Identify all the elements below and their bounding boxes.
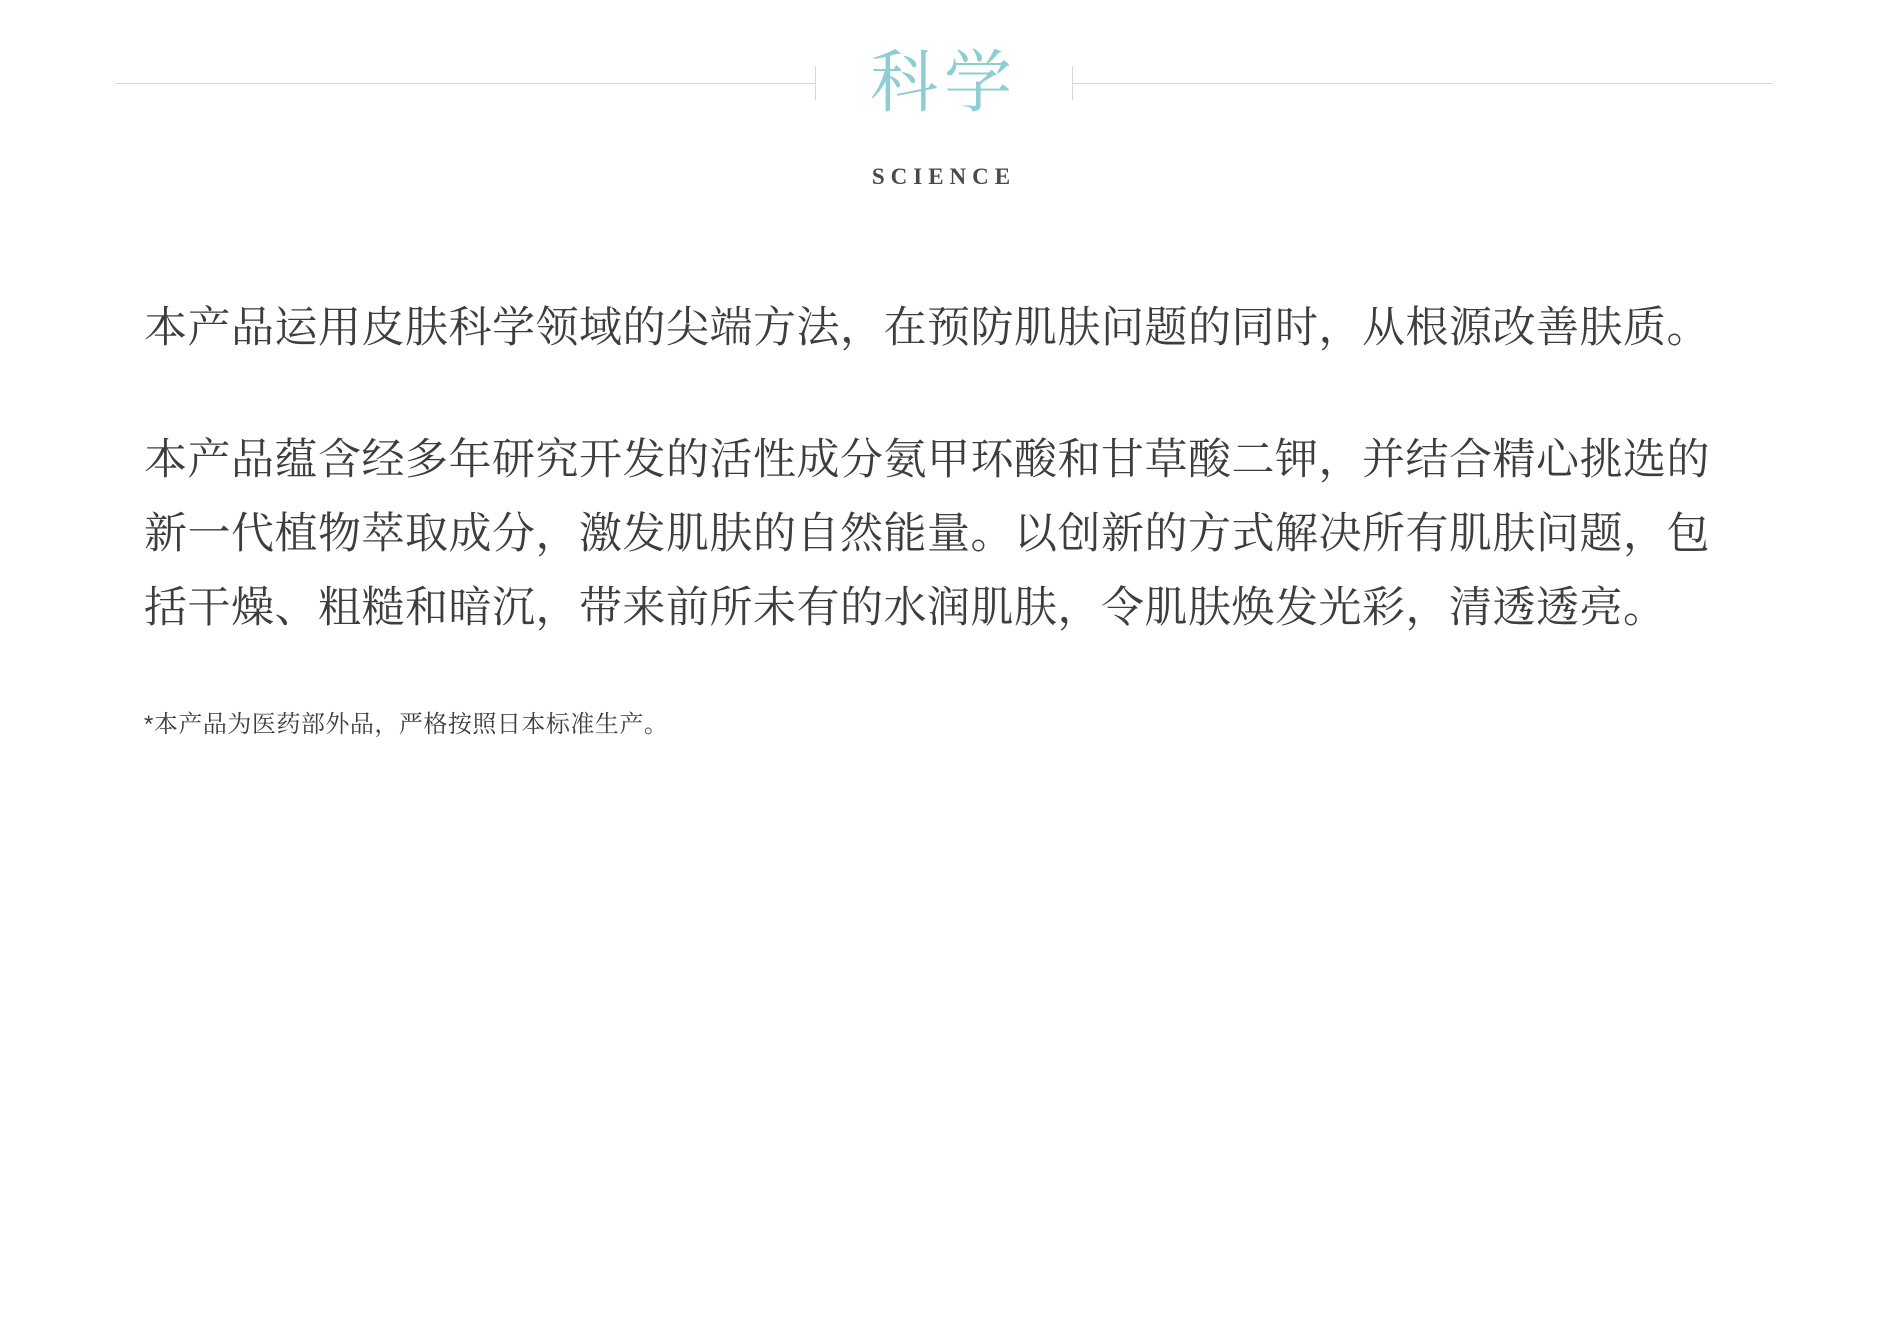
footnote-text: *本产品为医药部外品，严格按照日本标准生产。: [144, 710, 669, 738]
divider-line-right: [1073, 83, 1773, 84]
paragraph-ingredients: 本产品蕴含经多年研究开发的活性成分氨甲环酸和甘草酸二钾，并结合精心挑选的新一代植物萃取成分，激发肌肤的自然能量。以创新的方式解决所有肌肤问题，包括干燥、粗糙和暗沉，带来前所未有的水润肌肤，令肌肤焕发光彩，清透透亮。: [144, 435, 1710, 632]
divider-line-left: [115, 83, 815, 84]
section-body: [144, 190, 1744, 744]
section-header: [0, 0, 1888, 190]
paragraph-intro: 本产品运用皮肤科学领域的尖端方法，在预防肌肤问题的同时，从根源改善肤质。: [144, 304, 1710, 352]
section-title-en: SCIENCE: [871, 164, 1017, 189]
section-title-cn: 科学: [869, 45, 1018, 121]
header-rule-row: [0, 28, 1888, 138]
